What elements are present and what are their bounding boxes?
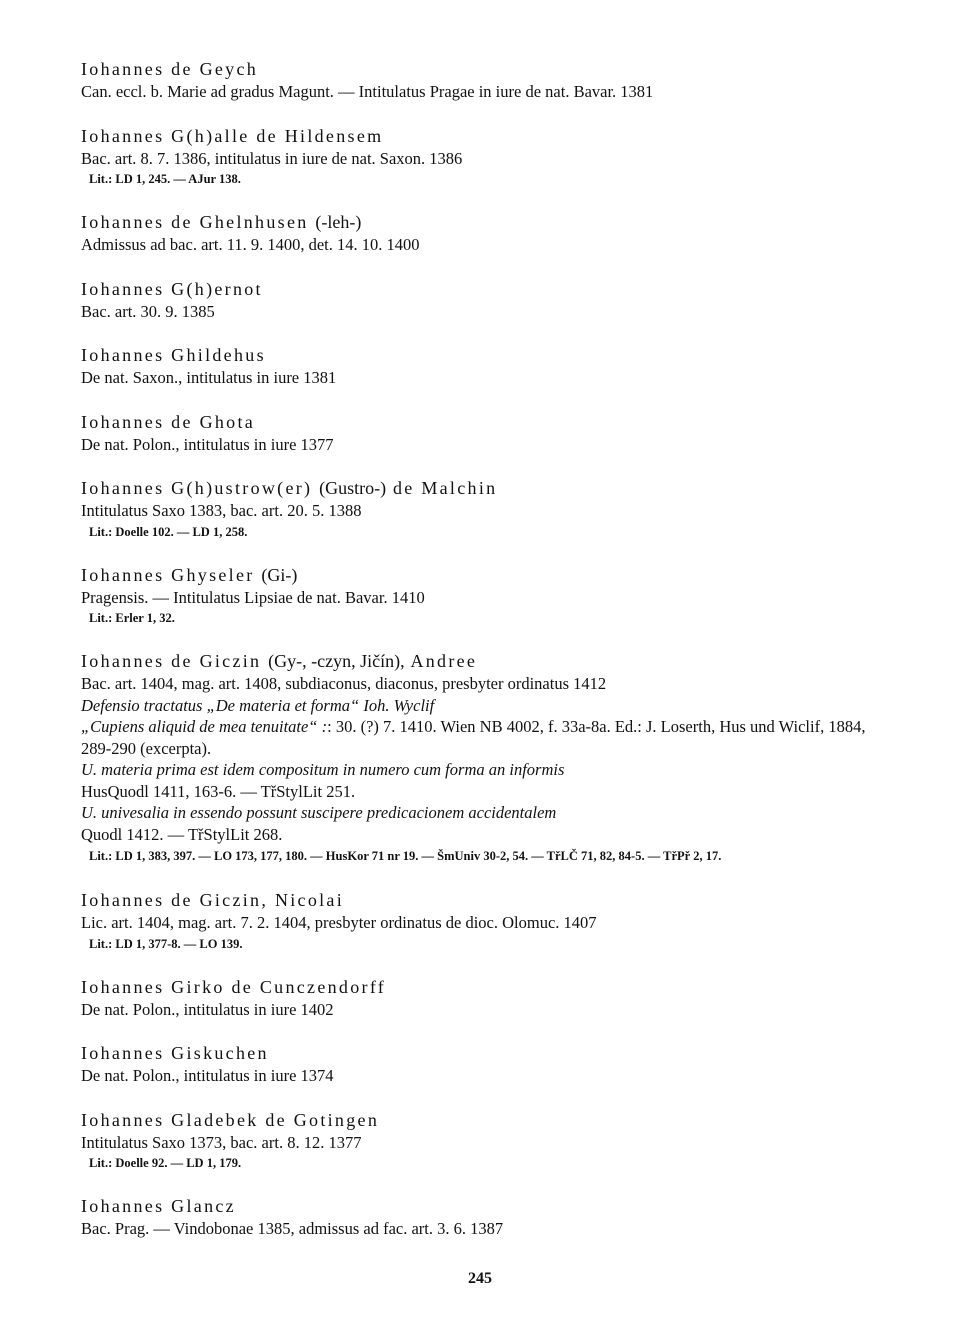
entry-heading (81, 211, 881, 234)
work-title: Defensio tractatus „De materia et forma“ Ioh. Wyclif (81, 695, 435, 715)
entry-heading: Iohannes Glancz (81, 1196, 236, 1216)
literature-note: Lit.: LD 1, 245. — AJur 138. (89, 172, 241, 186)
heading-variant: (-leh-) (315, 212, 362, 232)
entry-text: HusQuodl 1411, 163-6. — TřStylLit 251. (81, 781, 356, 801)
entry-text: Intitulatus Saxo 1383, bac. art. 20. 5. 1388 (81, 501, 362, 520)
heading-variant: (Gy-, -czyn, Jičín), (268, 651, 405, 671)
literature-note: Lit.: LD 1, 377-8. — LO 139. (89, 936, 243, 951)
literature-note: Lit.: Doelle 92. — LD 1, 179. (89, 1156, 242, 1170)
entry-ghota (81, 411, 881, 456)
entry-text: Bac. Prag. — Vindobonae 1385, admissus ad fac. art. 3. 6. 1387 (81, 1219, 504, 1238)
entry-text: De nat. Polon., intitulatus in iure 1377 (81, 434, 334, 454)
entry-ghildehus (81, 344, 881, 389)
heading-name: Iohannes G(h)ustrow(er) (81, 478, 313, 498)
entry-text: De nat. Polon., intitulatus in iure 1402 (81, 999, 334, 1019)
entry-heading: Iohannes G(h)alle de Hildensem (81, 125, 384, 146)
entry-gladebek (81, 1109, 881, 1174)
work-title: U. materia prima est idem compositum in numero cum forma an informis (81, 760, 565, 779)
entry-heading: Iohannes de Geych (81, 59, 259, 79)
literature-note: Lit.: LD 1, 383, 397. — LO 173, 177, 180. — HusKor 71 nr 19. — ŠmUniv 30-2, 54. — TřLČ 71, 82, 84-5. — TřPř 2, 17. (89, 849, 722, 863)
heading-name: Iohannes de Giczin (81, 651, 262, 671)
heading-name: Iohannes Ghyseler (81, 564, 255, 585)
entry-heading (81, 564, 881, 587)
entry-text: Intitulatus Saxo 1373, bac. art. 8. 12. 1377 (81, 1132, 362, 1152)
entry-heading: Iohannes G(h)ernot (81, 278, 263, 299)
entry-heading: Iohannes Girko de Cunczendorff (81, 976, 387, 997)
entry-heading: Iohannes de Giczin, Nicolai (81, 890, 345, 910)
entry-text: Can. eccl. b. Marie ad gradus Magunt. — Intitulatus Pragae in iure de nat. Bavar. 1381 (81, 82, 654, 101)
entry-heading: Iohannes Giskuchen (81, 1043, 269, 1063)
entry-heading: Iohannes Gladebek de Gotingen (81, 1109, 380, 1130)
entry-gustrower (81, 477, 881, 542)
entry-text: De nat. Saxon., intitulatus in iure 1381 (81, 368, 337, 387)
incipit-details: : 30. (?) 7. 1410. Wien NB 4002, f. 33a-8a. Ed.: J. Loserth, Hus und Wiclif, 1884, 289-290 (excerpta). (81, 717, 866, 758)
document-page (81, 58, 881, 1262)
entry-giczin-nicolai (81, 889, 881, 954)
entry-text: Quodl 1412. — TřStylLit 268. (81, 824, 283, 844)
entry-text: Pragensis. — Intitulatus Lipsiae de nat. Bavar. 1410 (81, 587, 425, 607)
entry-girko (81, 976, 881, 1021)
entry-heading: Iohannes de Ghota (81, 411, 256, 432)
entry-ghyseler (81, 564, 881, 629)
entry-heading: Iohannes Ghildehus (81, 345, 266, 365)
entry-giskuchen (81, 1042, 881, 1087)
entry-text: Admissus ad bac. art. 11. 9. 1400, det. 14. 10. 1400 (81, 235, 420, 254)
heading-variant: (Gi-) (261, 564, 298, 585)
entry-text: Bac. art. 8. 7. 1386, intitulatus in iure de nat. Saxon. 1386 (81, 148, 463, 168)
entry-text: Bac. art. 30. 9. 1385 (81, 301, 215, 321)
work-incipit (81, 716, 881, 759)
incipit-text: „Cupiens aliquid de mea tenuitate“ : (81, 717, 328, 736)
heading-variant: (Gustro-) (319, 478, 387, 498)
entry-heading (81, 650, 881, 673)
entry-text: Bac. art. 1404, mag. art. 1408, subdiaconus, diaconus, presbyter ordinatus 1412 (81, 674, 607, 693)
entry-gernot (81, 278, 881, 323)
entry-text: Lic. art. 1404, mag. art. 7. 2. 1404, presbyter ordinatus de dioc. Olomuc. 1407 (81, 913, 597, 932)
entry-galle (81, 125, 881, 190)
literature-note: Lit.: Erler 1, 32. (89, 611, 175, 625)
entry-giczin-andree (81, 650, 881, 867)
heading-name: Iohannes de Ghelnhusen (81, 212, 309, 232)
entry-text: De nat. Polon., intitulatus in iure 1374 (81, 1066, 334, 1085)
heading-origin: de Malchin (392, 478, 498, 498)
literature-note: Lit.: Doelle 102. — LD 1, 258. (89, 524, 248, 539)
entry-heading (81, 477, 881, 500)
entry-geych (81, 58, 881, 103)
entry-glancz (81, 1195, 881, 1240)
entry-ghelnhusen (81, 211, 881, 256)
heading-patronym: Andree (410, 651, 478, 671)
page-number: 245 (468, 1270, 492, 1287)
work-title: U. univesalia in essendo possunt suscipere predicacionem accidentalem (81, 803, 557, 822)
